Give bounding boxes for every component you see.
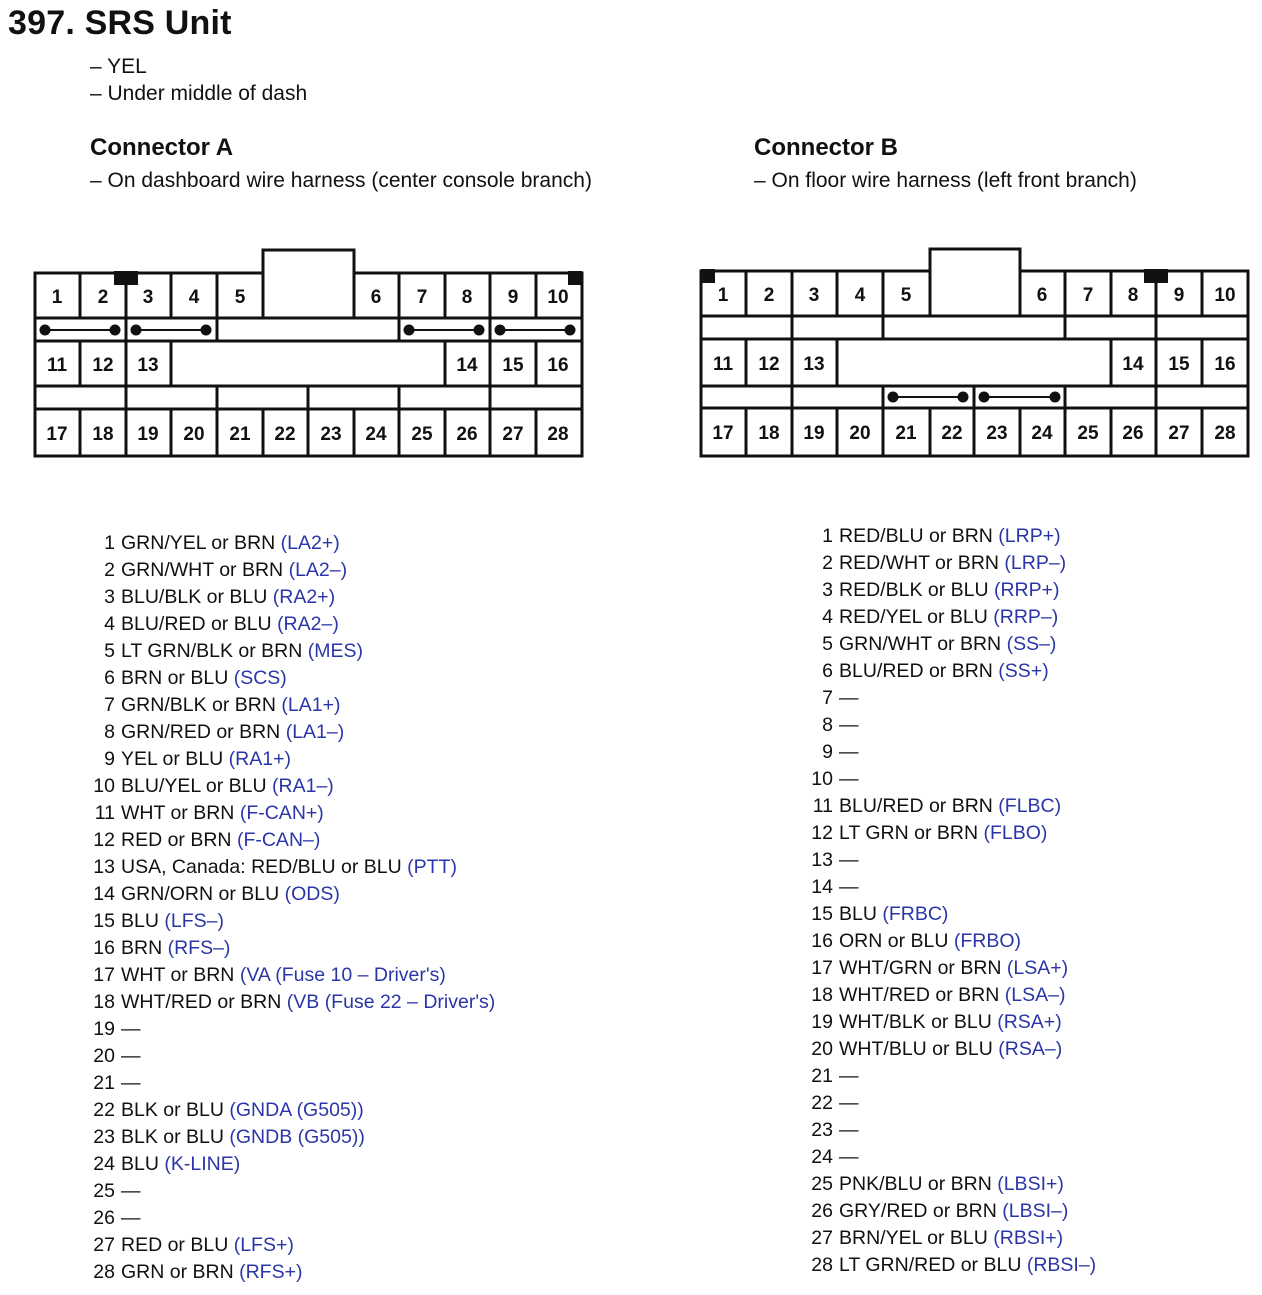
pin-number: 17 xyxy=(811,957,833,979)
signal-name: (RBSI–) xyxy=(1026,1254,1097,1276)
pin-number: 24 xyxy=(93,1153,115,1175)
svg-text:17: 17 xyxy=(712,423,734,444)
pin-row xyxy=(89,854,495,881)
pin-number: 9 xyxy=(104,748,115,770)
svg-text:25: 25 xyxy=(1077,423,1099,444)
svg-text:9: 9 xyxy=(1173,285,1185,306)
pin-number: 12 xyxy=(811,822,833,844)
wire-color: BLU xyxy=(121,1153,159,1175)
pin-number: 9 xyxy=(822,741,833,763)
connector-a-pin-list xyxy=(89,530,495,1286)
pin-number: 14 xyxy=(93,883,115,905)
pin-row xyxy=(89,584,495,611)
signal-name: (SS+) xyxy=(998,660,1049,682)
wire-color: — xyxy=(839,768,859,790)
pin-number: 3 xyxy=(104,586,115,608)
signal-name: (FLBO) xyxy=(983,822,1048,844)
pin-row xyxy=(89,1178,495,1205)
pin-number: 8 xyxy=(822,714,833,736)
signal-name: (VB (Fuse 22 – Driver's) xyxy=(286,991,496,1013)
pin-row xyxy=(89,557,495,584)
svg-text:6: 6 xyxy=(1036,285,1048,306)
wire-color: RED/BLU or BRN xyxy=(839,525,993,547)
pin-number: 6 xyxy=(104,667,115,689)
signal-name: (ODS) xyxy=(284,883,340,905)
svg-text:15: 15 xyxy=(1168,354,1190,375)
connector-a-description: – On dashboard wire harness (center console branch) xyxy=(90,169,592,192)
connector-b-diagram xyxy=(0,0,1262,470)
signal-name: (MES) xyxy=(307,640,363,662)
svg-text:21: 21 xyxy=(895,423,917,444)
pin-row xyxy=(807,820,1096,847)
wire-color: — xyxy=(839,741,859,763)
svg-text:23: 23 xyxy=(320,424,342,445)
pin-row xyxy=(89,1016,495,1043)
pin-row xyxy=(807,1090,1096,1117)
pin-number: 17 xyxy=(93,964,115,986)
pin-number: 4 xyxy=(104,613,115,635)
pin-number: 11 xyxy=(94,802,115,824)
pin-row xyxy=(89,1124,495,1151)
pin-number: 13 xyxy=(811,849,833,871)
pin-row xyxy=(89,962,495,989)
signal-name: (RA1–) xyxy=(272,775,334,797)
pin-row xyxy=(807,982,1096,1009)
signal-name: (LRP–) xyxy=(1004,552,1067,574)
pin-number: 10 xyxy=(93,775,115,797)
pin-row xyxy=(89,692,495,719)
pin-row xyxy=(807,1252,1096,1279)
signal-name: (LA2+) xyxy=(280,532,340,554)
pin-row xyxy=(89,935,495,962)
wire-color: RED/YEL or BLU xyxy=(839,606,988,628)
svg-text:10: 10 xyxy=(1214,285,1236,306)
wire-color: BRN xyxy=(121,937,163,959)
signal-name: (RBSI+) xyxy=(993,1227,1064,1249)
wire-color: RED or BLU xyxy=(121,1234,229,1256)
pin-row xyxy=(89,827,495,854)
svg-text:22: 22 xyxy=(941,423,963,444)
svg-text:8: 8 xyxy=(461,287,473,308)
wire-color: WHT/RED or BRN xyxy=(839,984,1000,1006)
signal-name: (GNDB (G505)) xyxy=(229,1126,365,1148)
pin-row xyxy=(807,1144,1096,1171)
wire-color: — xyxy=(121,1207,141,1229)
pin-row xyxy=(89,611,495,638)
wire-color: LT GRN/RED or BLU xyxy=(839,1254,1022,1276)
pin-row xyxy=(89,800,495,827)
pin-row xyxy=(807,550,1096,577)
wire-color: GRN/WHT or BRN xyxy=(121,559,284,581)
signal-name: (LSA+) xyxy=(1006,957,1069,979)
svg-text:1: 1 xyxy=(51,287,63,308)
pin-number: 18 xyxy=(93,991,115,1013)
svg-text:26: 26 xyxy=(456,424,478,445)
pin-row xyxy=(807,847,1096,874)
wire-color: BLU xyxy=(121,910,159,932)
wire-color: RED/BLK or BLU xyxy=(839,579,989,601)
svg-text:21: 21 xyxy=(229,424,251,445)
wire-color: WHT or BRN xyxy=(121,802,235,824)
pin-number: 22 xyxy=(93,1099,115,1121)
pin-number: 28 xyxy=(93,1261,115,1283)
pin-row xyxy=(807,1171,1096,1198)
svg-text:19: 19 xyxy=(137,424,159,445)
svg-text:20: 20 xyxy=(849,423,871,444)
signal-name: (PTT) xyxy=(407,856,457,878)
wire-color: BLU xyxy=(839,903,877,925)
svg-text:26: 26 xyxy=(1122,423,1144,444)
pin-row xyxy=(807,685,1096,712)
signal-name: (RFS–) xyxy=(167,937,231,959)
signal-name: (LBSI–) xyxy=(1002,1200,1069,1222)
pin-row xyxy=(89,1205,495,1232)
pin-row xyxy=(89,638,495,665)
svg-text:16: 16 xyxy=(547,355,569,376)
pin-row xyxy=(807,1117,1096,1144)
wire-color: — xyxy=(839,1065,859,1087)
pin-number: 1 xyxy=(104,532,115,554)
pin-row xyxy=(89,881,495,908)
svg-text:28: 28 xyxy=(1214,423,1236,444)
svg-text:4: 4 xyxy=(854,285,866,306)
pin-row xyxy=(807,955,1096,982)
pin-number: 15 xyxy=(93,910,115,932)
pin-number: 22 xyxy=(811,1092,833,1114)
pin-number: 14 xyxy=(811,876,833,898)
pin-number: 18 xyxy=(811,984,833,1006)
pin-number: 6 xyxy=(822,660,833,682)
pin-row xyxy=(89,1043,495,1070)
pin-number: 10 xyxy=(811,768,833,790)
page-title: 397. SRS Unit xyxy=(8,4,232,42)
svg-text:14: 14 xyxy=(456,355,478,376)
svg-text:12: 12 xyxy=(758,354,780,375)
signal-name: (RRP–) xyxy=(993,606,1059,628)
pin-number: 26 xyxy=(93,1207,115,1229)
signal-name: (SCS) xyxy=(233,667,287,689)
pin-number: 20 xyxy=(811,1038,833,1060)
pin-number: 19 xyxy=(811,1011,833,1033)
wire-color: LT GRN or BRN xyxy=(839,822,979,844)
signal-name: (GNDA (G505)) xyxy=(229,1099,364,1121)
svg-text:24: 24 xyxy=(365,424,387,445)
signal-name: (FRBC) xyxy=(882,903,949,925)
wire-color: — xyxy=(839,1092,859,1114)
wire-color: LT GRN/BLK or BRN xyxy=(121,640,303,662)
signal-name: (FRBO) xyxy=(953,930,1022,952)
pin-number: 25 xyxy=(811,1173,833,1195)
wire-color: — xyxy=(121,1045,141,1067)
signal-name: (RA2–) xyxy=(277,613,339,635)
wire-color: WHT/RED or BRN xyxy=(121,991,282,1013)
signal-name: (VA (Fuse 10 – Driver's) xyxy=(239,964,446,986)
wire-color: RED or BRN xyxy=(121,829,232,851)
svg-text:5: 5 xyxy=(900,285,912,306)
wire-color: BLU/RED or BRN xyxy=(839,660,993,682)
wire-color: BRN or BLU xyxy=(121,667,229,689)
wire-color: GRY/RED or BRN xyxy=(839,1200,997,1222)
svg-text:3: 3 xyxy=(142,287,154,308)
pin-row xyxy=(807,1009,1096,1036)
wire-color: PNK/BLU or BRN xyxy=(839,1173,992,1195)
pin-number: 2 xyxy=(822,552,833,574)
pin-number: 16 xyxy=(93,937,115,959)
pin-row xyxy=(89,1097,495,1124)
signal-name: (F-CAN+) xyxy=(239,802,324,824)
wire-color: — xyxy=(121,1180,141,1202)
svg-text:14: 14 xyxy=(1122,354,1144,375)
svg-text:28: 28 xyxy=(547,424,569,445)
pin-row xyxy=(807,739,1096,766)
signal-name: (LRP+) xyxy=(998,525,1061,547)
connector-b-description: – On floor wire harness (left front branch) xyxy=(754,169,1137,192)
wire-color: GRN/YEL or BRN xyxy=(121,532,276,554)
svg-text:4: 4 xyxy=(188,287,200,308)
pin-row xyxy=(807,604,1096,631)
signal-name: (LFS–) xyxy=(164,910,224,932)
signal-name: (F-CAN–) xyxy=(236,829,321,851)
pin-row xyxy=(807,901,1096,928)
signal-name: (RSA+) xyxy=(997,1011,1062,1033)
pin-number: 25 xyxy=(93,1180,115,1202)
svg-text:7: 7 xyxy=(416,287,428,308)
pin-number: 27 xyxy=(811,1227,833,1249)
svg-text:10: 10 xyxy=(547,287,569,308)
pin-row xyxy=(807,1225,1096,1252)
pin-row xyxy=(807,712,1096,739)
pin-row xyxy=(89,719,495,746)
pin-number: 5 xyxy=(104,640,115,662)
wire-color: WHT or BRN xyxy=(121,964,235,986)
wire-color: — xyxy=(839,687,859,709)
svg-text:5: 5 xyxy=(234,287,246,308)
wire-color: WHT/GRN or BRN xyxy=(839,957,1002,979)
wire-color: BLK or BLU xyxy=(121,1126,224,1148)
pin-number: 13 xyxy=(93,856,115,878)
pin-number: 20 xyxy=(93,1045,115,1067)
pin-number: 26 xyxy=(811,1200,833,1222)
signal-name: (LFS+) xyxy=(233,1234,294,1256)
wire-color: YEL or BLU xyxy=(121,748,224,770)
svg-text:25: 25 xyxy=(411,424,433,445)
svg-text:8: 8 xyxy=(1127,285,1139,306)
svg-text:3: 3 xyxy=(808,285,820,306)
pin-number: 5 xyxy=(822,633,833,655)
signal-name: (RFS+) xyxy=(239,1261,303,1283)
signal-name: (SS–) xyxy=(1006,633,1057,655)
pin-row xyxy=(807,631,1096,658)
svg-text:23: 23 xyxy=(986,423,1008,444)
svg-text:9: 9 xyxy=(507,287,519,308)
svg-text:19: 19 xyxy=(803,423,825,444)
svg-text:13: 13 xyxy=(137,355,159,376)
wire-color: BLK or BLU xyxy=(121,1099,224,1121)
svg-text:27: 27 xyxy=(1168,423,1190,444)
wire-color: BLU/RED or BRN xyxy=(839,795,993,817)
signal-name: (LA2–) xyxy=(288,559,348,581)
pin-number: 8 xyxy=(104,721,115,743)
pin-row xyxy=(807,766,1096,793)
pin-row xyxy=(807,658,1096,685)
wire-color: — xyxy=(839,876,859,898)
svg-text:18: 18 xyxy=(758,423,780,444)
pin-number: 11 xyxy=(812,795,833,817)
wire-color: GRN/ORN or BLU xyxy=(121,883,280,905)
pin-number: 16 xyxy=(811,930,833,952)
svg-text:12: 12 xyxy=(92,355,114,376)
wire-color: BLU/BLK or BLU xyxy=(121,586,268,608)
pin-number: 7 xyxy=(104,694,115,716)
wire-color: — xyxy=(839,849,859,871)
pin-number: 21 xyxy=(93,1072,115,1094)
pin-number: 15 xyxy=(811,903,833,925)
wire-color: BLU/RED or BLU xyxy=(121,613,272,635)
pin-number: 23 xyxy=(93,1126,115,1148)
wire-color: BRN/YEL or BLU xyxy=(839,1227,988,1249)
svg-text:7: 7 xyxy=(1082,285,1094,306)
pin-row xyxy=(89,989,495,1016)
svg-text:15: 15 xyxy=(502,355,524,376)
signal-name: (LA1+) xyxy=(281,694,341,716)
signal-name: (FLBC) xyxy=(998,795,1062,817)
pin-number: 1 xyxy=(822,525,833,547)
wire-color: USA, Canada: RED/BLU or BLU xyxy=(121,856,402,878)
pin-row xyxy=(807,928,1096,955)
pin-number: 2 xyxy=(104,559,115,581)
signal-name: (RRP+) xyxy=(993,579,1060,601)
wire-color: GRN/BLK or BRN xyxy=(121,694,276,716)
pin-number: 12 xyxy=(93,829,115,851)
wire-color: GRN/RED or BRN xyxy=(121,721,281,743)
connector-b-pin-list xyxy=(807,523,1096,1279)
pin-row xyxy=(89,773,495,800)
pin-row xyxy=(89,1151,495,1178)
svg-text:18: 18 xyxy=(92,424,114,445)
pin-row xyxy=(89,665,495,692)
svg-text:2: 2 xyxy=(97,287,109,308)
pin-row xyxy=(807,523,1096,550)
svg-text:11: 11 xyxy=(46,355,68,376)
pin-number: 4 xyxy=(822,606,833,628)
pin-number: 27 xyxy=(93,1234,115,1256)
pin-row xyxy=(89,1070,495,1097)
signal-name: (K-LINE) xyxy=(164,1153,241,1175)
signal-name: (RA1+) xyxy=(228,748,291,770)
connector-a-title: Connector A xyxy=(90,134,234,161)
svg-text:13: 13 xyxy=(803,354,825,375)
wire-color: — xyxy=(839,714,859,736)
signal-name: (RA2+) xyxy=(272,586,336,608)
svg-text:2: 2 xyxy=(763,285,775,306)
wire-color: — xyxy=(839,1119,859,1141)
signal-name: (LA1–) xyxy=(285,721,345,743)
wire-color: RED/WHT or BRN xyxy=(839,552,999,574)
wire-color: BLU/YEL or BLU xyxy=(121,775,267,797)
svg-text:24: 24 xyxy=(1031,423,1053,444)
pin-row xyxy=(89,746,495,773)
pin-row xyxy=(807,577,1096,604)
pin-number: 7 xyxy=(822,687,833,709)
pin-row xyxy=(807,874,1096,901)
svg-text:6: 6 xyxy=(370,287,382,308)
wire-color: — xyxy=(121,1072,141,1094)
pin-number: 3 xyxy=(822,579,833,601)
svg-text:20: 20 xyxy=(183,424,205,445)
wire-color: WHT/BLU or BLU xyxy=(839,1038,993,1060)
pin-row xyxy=(807,1063,1096,1090)
svg-text:11: 11 xyxy=(712,354,734,375)
svg-text:16: 16 xyxy=(1214,354,1236,375)
svg-text:17: 17 xyxy=(46,424,68,445)
pin-row xyxy=(807,1036,1096,1063)
location-note: – Under middle of dash xyxy=(90,82,308,105)
signal-name: (LBSI+) xyxy=(997,1173,1064,1195)
wire-color: GRN/WHT or BRN xyxy=(839,633,1002,655)
pin-number: 23 xyxy=(811,1119,833,1141)
pin-number: 28 xyxy=(811,1254,833,1276)
pin-row xyxy=(89,530,495,557)
wire-color: ORN or BLU xyxy=(839,930,949,952)
svg-text:27: 27 xyxy=(502,424,524,445)
connector-b-title: Connector B xyxy=(754,134,898,161)
svg-text:22: 22 xyxy=(274,424,296,445)
signal-name: (LSA–) xyxy=(1004,984,1066,1006)
svg-text:1: 1 xyxy=(717,285,729,306)
pin-row xyxy=(807,1198,1096,1225)
wire-color: WHT/BLK or BLU xyxy=(839,1011,992,1033)
wire-color: — xyxy=(839,1146,859,1168)
pin-row xyxy=(89,1232,495,1259)
wire-color: — xyxy=(121,1018,141,1040)
connector-color-note: – YEL xyxy=(90,55,147,78)
pin-number: 21 xyxy=(811,1065,833,1087)
pin-row xyxy=(89,908,495,935)
pin-row xyxy=(807,793,1096,820)
signal-name: (RSA–) xyxy=(998,1038,1063,1060)
wire-color: GRN or BRN xyxy=(121,1261,234,1283)
pin-number: 19 xyxy=(93,1018,115,1040)
pin-number: 24 xyxy=(811,1146,833,1168)
pin-row xyxy=(89,1259,495,1286)
